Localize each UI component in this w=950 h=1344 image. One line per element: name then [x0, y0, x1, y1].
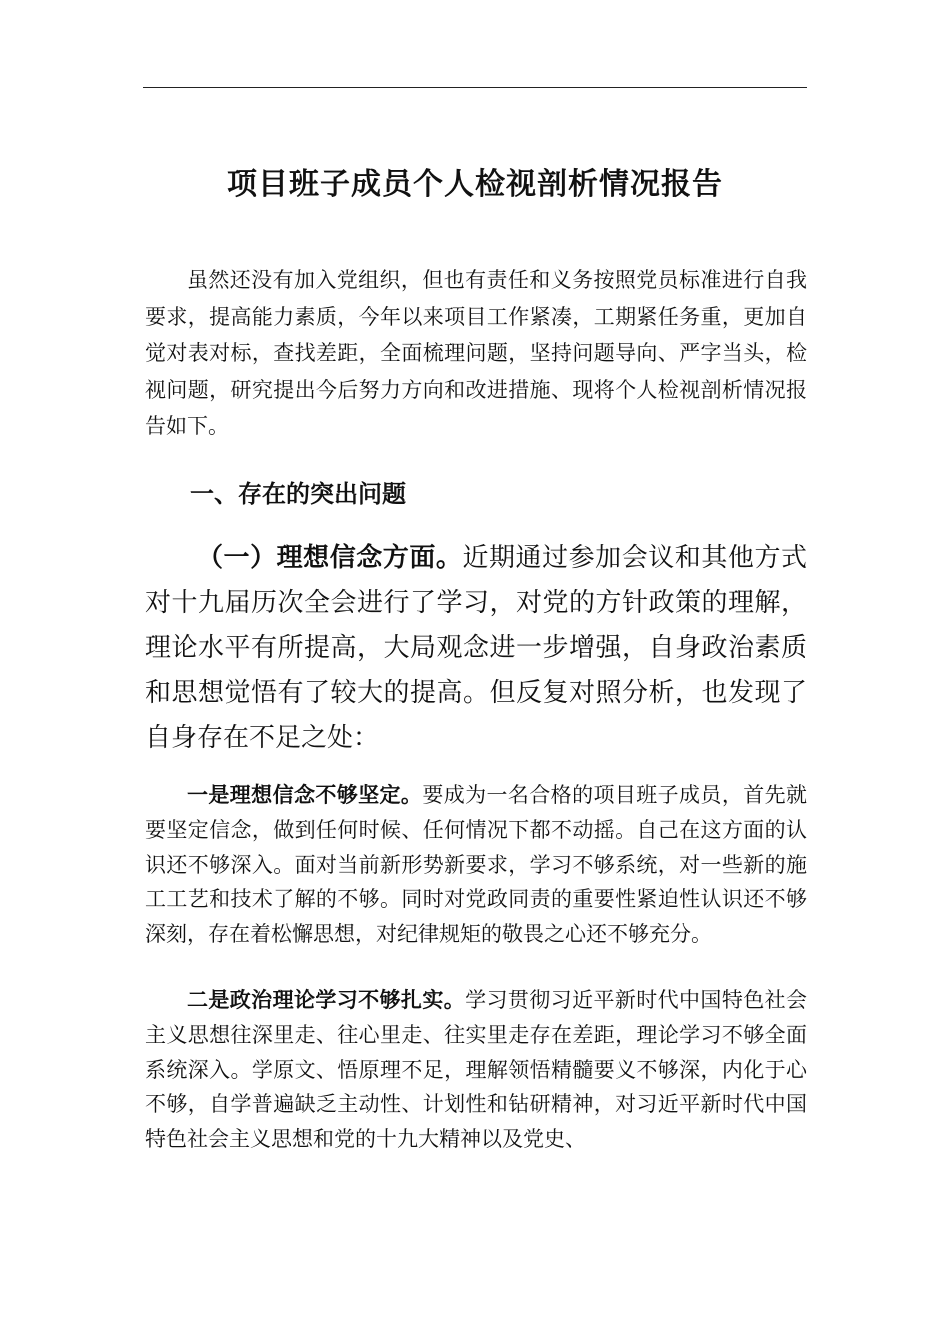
- section-heading-problems: 一、存在的突出问题: [190, 480, 406, 508]
- header-rule: [143, 87, 807, 88]
- intro-text: 虽然还没有加入党组织，但也有责任和义务按照党员标准进行自我要求，提高能力素质，今年以来项目工作紧凑，工期紧任务重，更加自觉对表对标，查找差距，全面梳理问题，坚持问题导向、严字当头，检视问题，研究提出今后努力方向和改进措施、现将个人检视剖析情况报告如下。: [145, 268, 807, 438]
- subsection-ideals-lead: （一）理想信念方面。: [197, 543, 463, 573]
- point-theory-lead: 二是政治理论学习不够扎实。: [187, 988, 466, 1012]
- intro-paragraph: [145, 262, 807, 445]
- point-theory-body: 学习贯彻习近平新时代中国特色社会主义思想往深里走、往心里走、往实里走存在差距，理论学习不够全面系统深入。学原文、悟原理不足，理解领悟精髓要义不够深，内化于心不够，自学普遍缺乏主动性、计划性和钻研精神，对习近平新时代中国特色社会主义思想和党的十九大精神以及党史、: [145, 988, 808, 1152]
- subsection-ideals-body: 近期通过参加会议和其他方式对十九届历次全会进行了学习，对党的方针政策的理解，理论水平有所提高，大局观念进一步增强，自身政治素质和思想觉悟有了较大的提高。但反复对照分析，也发现了自身存在不足之处：: [145, 543, 807, 753]
- point-beliefs-paragraph: [145, 778, 807, 952]
- point-beliefs-lead: 一是理想信念不够坚定。: [187, 783, 423, 807]
- subsection-ideals-paragraph: [145, 536, 807, 761]
- point-theory-paragraph: [145, 983, 807, 1157]
- document-title: 项目班子成员个人检视剖析情况报告: [227, 167, 723, 202]
- point-beliefs-body: 要成为一名合格的项目班子成员，首先就要坚定信念，做到任何时候、任何情况下都不动摇。自己在这方面的认识还不够深入。面对当前新形势新要求，学习不够系统，对一些新的施工工艺和技术了解的不够。同时对党政同责的重要性紧迫性认识还不够深刻，存在着松懈思想，对纪律规矩的敬畏之心还不够充分。: [145, 783, 808, 947]
